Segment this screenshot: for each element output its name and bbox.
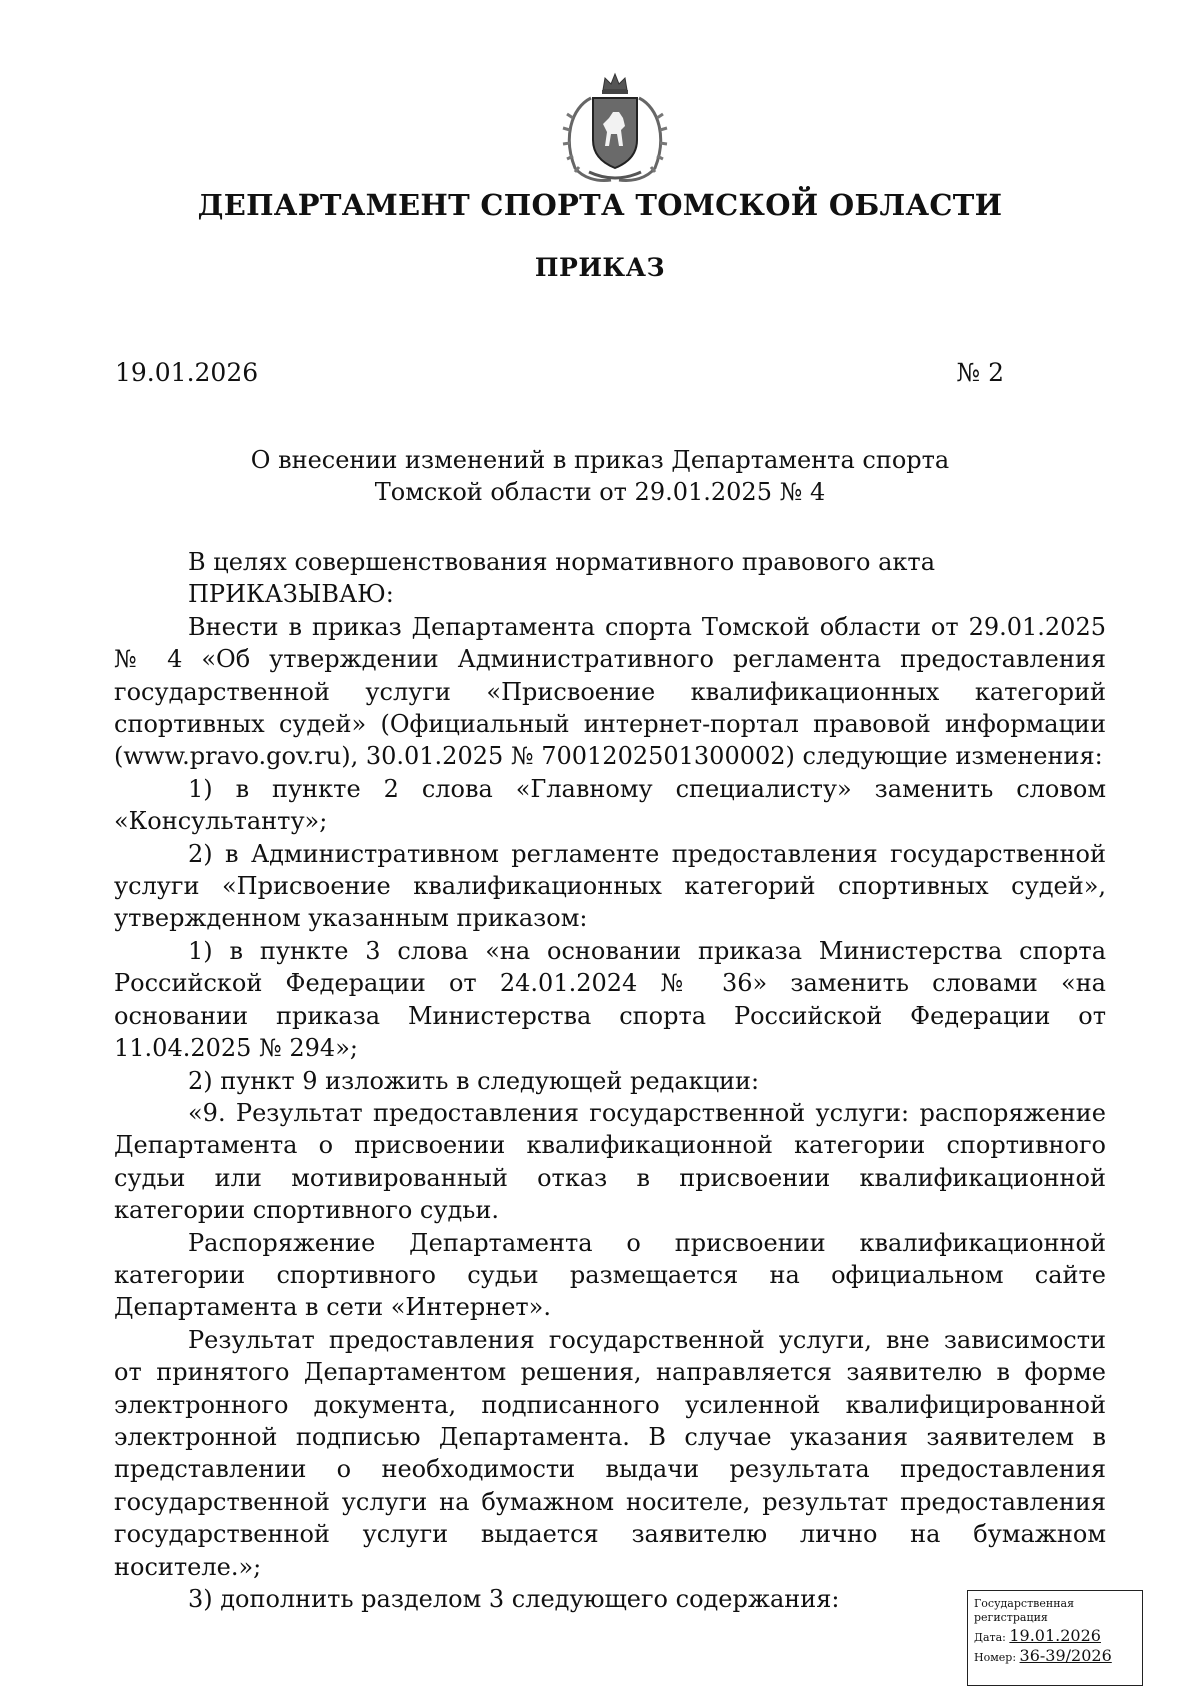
- stamp-date-row: [974, 1626, 1136, 1645]
- body-paragraph: Распоряжение Департамента о присвоении квалификационной категории спортивного судьи размещается на официальном сайте Департамента в сети «Интернет».: [114, 1228, 1106, 1322]
- stamp-number-label: Номер:: [974, 1651, 1017, 1664]
- coat-of-arms-emblem: [553, 68, 677, 186]
- order-number: № 2: [956, 358, 1004, 387]
- body-paragraph: Внести в приказ Департамента спорта Томской области от 29.01.2025 № 4 «Об утверждении Административного регламента предоставления государственной услуги «Присвоение квалификационных категорий спортивных судей» (Официальный интернет-портал правовой информации (www.pravo.gov.ru), 30.01.2025 № 7001202501300002) следующие изменения:: [114, 612, 1106, 771]
- stamp-title: Государственная регистрация: [974, 1597, 1075, 1624]
- stamp-date-value: 19.01.2026: [1009, 1626, 1101, 1645]
- body-paragraph: «9. Результат предоставления государственной услуги: распоряжение Департамента о присвоении квалификационной категории спортивного судьи или мотивированный отказ в присвоении квалификационной категории спортивного судьи.: [114, 1098, 1106, 1225]
- stamp-number-row: [974, 1646, 1136, 1665]
- order-subject: [0, 444, 1200, 508]
- body-paragraph: 2) пункт 9 изложить в следующей редакции:: [188, 1066, 760, 1095]
- body-paragraph: 1) в пункте 2 слова «Главному специалисту» заменить словом «Консультанту»;: [114, 774, 1106, 836]
- department-title: ДЕПАРТАМЕНТ СПОРТА ТОМСКОЙ ОБЛАСТИ: [197, 188, 1003, 222]
- stamp-number-value: 36-39/2026: [1019, 1646, 1112, 1665]
- preamble-paragraph: В целях совершенствования нормативного правового акта: [188, 548, 935, 576]
- order-directive: ПРИКАЗЫВАЮ:: [188, 580, 394, 609]
- subject-line-2: Томской области от 29.01.2025 № 4: [374, 478, 826, 506]
- body-paragraph: 3) дополнить разделом 3 следующего содержания:: [188, 1585, 840, 1613]
- body-paragraph: 2) в Административном регламенте предоставления государственной услуги «Присвоение квалификационных категорий спортивных судей», утвержденном указанным приказом:: [114, 839, 1106, 933]
- order-body: [114, 546, 1106, 1615]
- registration-stamp: [967, 1590, 1143, 1686]
- order-date: 19.01.2026: [115, 358, 259, 387]
- document-type-title: ПРИКАЗ: [534, 253, 666, 282]
- body-paragraph: Результат предоставления государственной услуги, вне зависимости от принятого Департаментом решения, направляется заявителю в форме электронного документа, подписанного усиленной квалифицированной электронной подписью Департамента. В случае указания заявителем в представлении о необходимости выдачи результата предоставления государственной услуги на бумажном носителе, результат предоставления государственной услуги выдается заявителю лично на бумажном носителе.»;: [114, 1325, 1106, 1581]
- body-paragraph: 1) в пункте 3 слова «на основании приказа Министерства спорта Российской Федерации от 24.01.2024 № 36» заменить словами «на основании приказа Министерства спорта Российской Федерации от 11.04.2025 № 294»;: [114, 936, 1106, 1063]
- stamp-date-label: Дата:: [974, 1631, 1006, 1644]
- subject-line-1: О внесении изменений в приказ Департамента спорта: [250, 446, 950, 474]
